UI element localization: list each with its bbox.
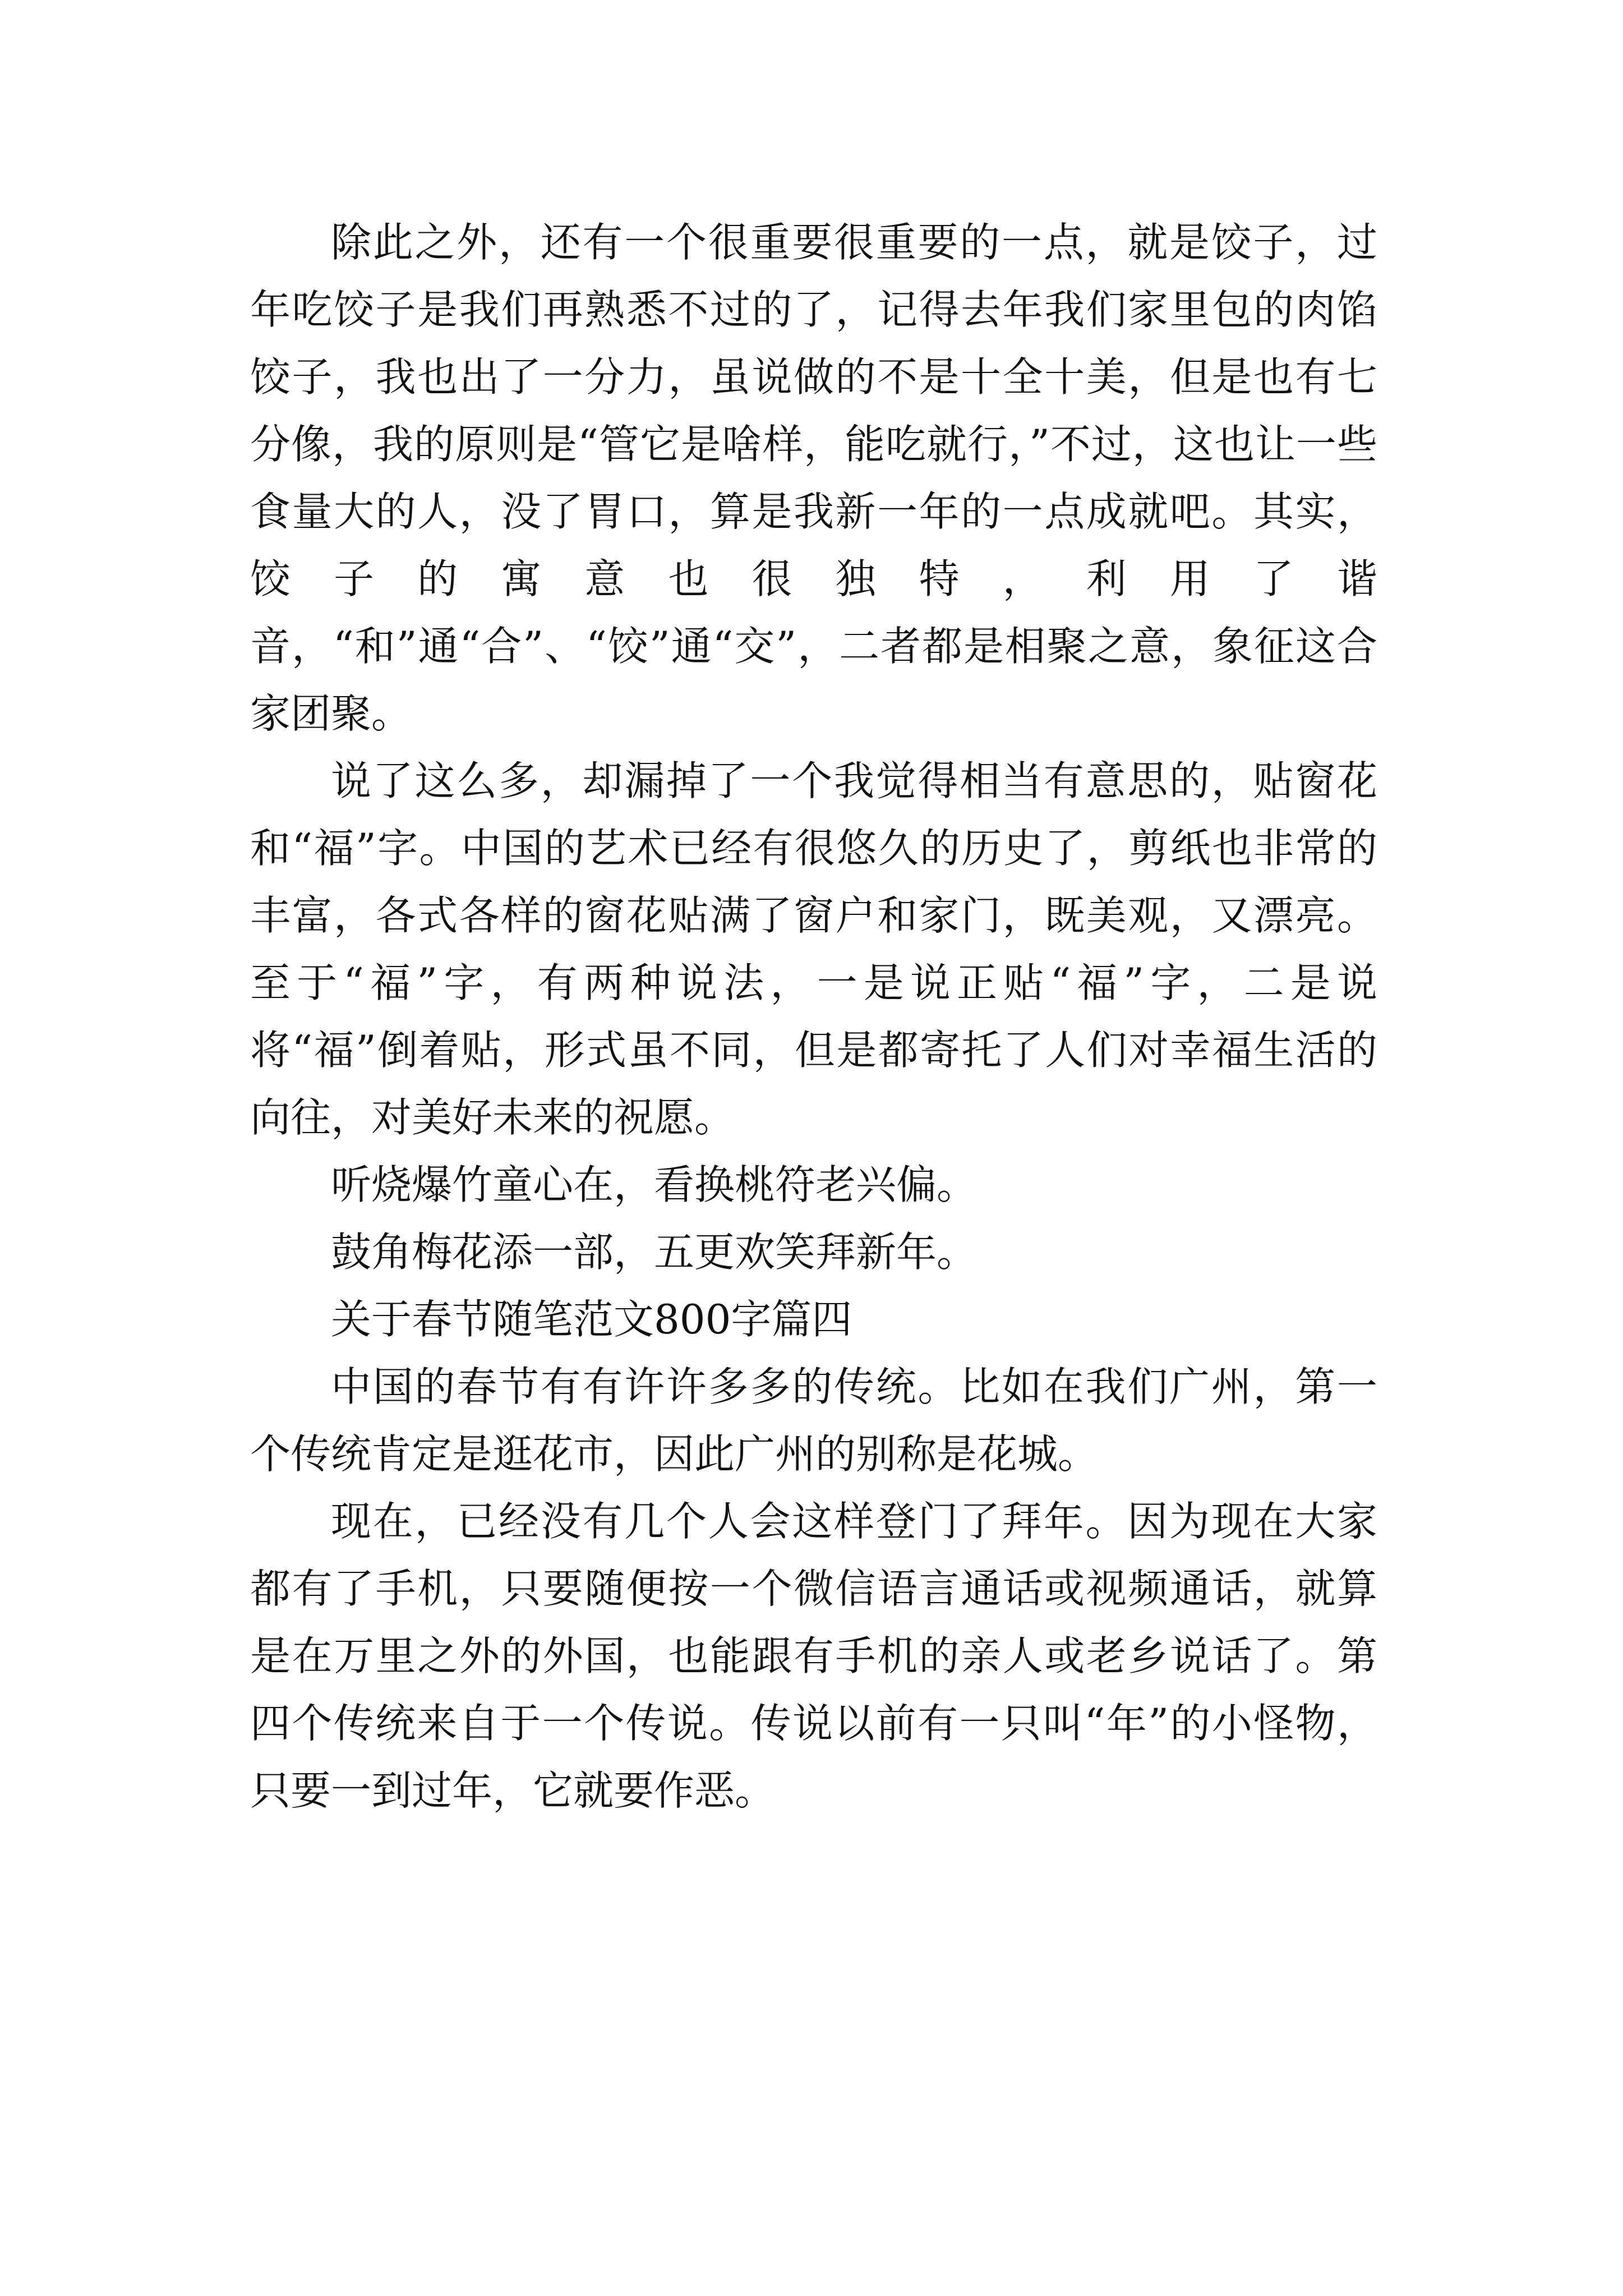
paragraph-window-flowers: 说了这么多，却漏掉了一个我觉得相当有意思的，贴窗花和“福”字。中国的艺术已经有很悠久的历史了，剪纸也非常的丰富，各式各样的窗花贴满了窗户和家门，既美观，又漂亮。至于“福”字，有两种说法，一是说正贴“福”字，二是说将“福”倒着贴，形式虽不同，但是都寄托了人们对幸福生活的向往，对美好未来的祝愿。 bbox=[250, 757, 1377, 1141]
document-body bbox=[250, 209, 1377, 1824]
poem-line-1: 听烧爆竹童心在，看换桃符老兴偏。 bbox=[331, 1161, 978, 1208]
poem-line-2: 鼓角梅花添一部，五更欢笑拜新年。 bbox=[331, 1228, 978, 1276]
paragraph-dumplings: 除此之外，还有一个很重要很重要的一点，就是饺子，过年吃饺子是我们再熟悉不过的了，记得去年我们家里包的肉馅饺子，我也出了一分力，虽说做的不是十全十美，但是也有七分像，我的原则是“管它是啥样，能吃就行，”不过，这也让一些食量大的人，没了胃口，算是我新一年的一点成就吧。其实，饺子的寓意也很独特，利用了谐音，“和”通“合”、“饺”通“交”，二者都是相聚之意，象征这合家团聚。 bbox=[250, 219, 1377, 737]
paragraph-new-year-calls: 现在，已经没有几个人会这样登门了拜年。因为现在大家都有了手机，只要随便按一个微信语言通话或视频通话，就算是在万里之外的外国，也能跟有手机的亲人或老乡说话了。第四个传统来自于一个传说。传说以前有一只叫“年”的小怪物，只要一到过年，它就要作恶。 bbox=[250, 1498, 1377, 1814]
section-heading: 关于春节随笔范文800字篇四 bbox=[331, 1296, 852, 1343]
paragraph-guangzhou: 中国的春节有有许许多多的传统。比如在我们广州，第一个传统肯定是逛花市，因此广州的别称是花城。 bbox=[250, 1363, 1377, 1478]
